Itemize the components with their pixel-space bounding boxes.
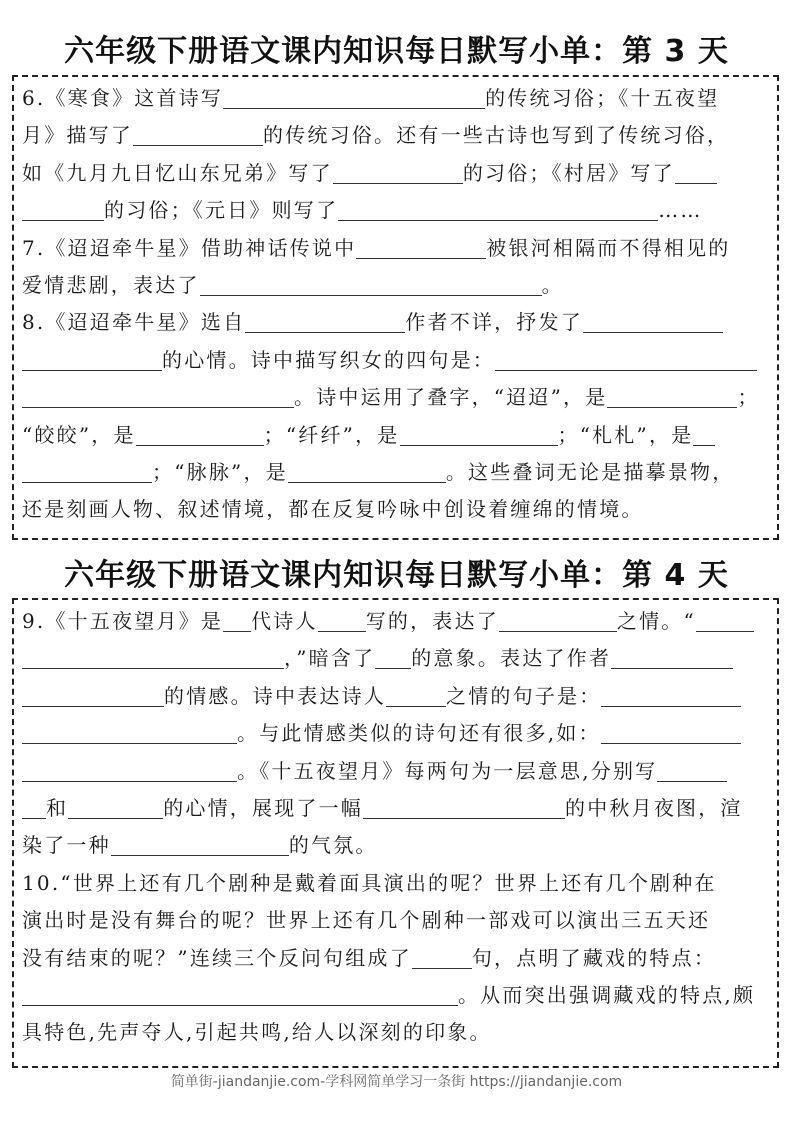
text-line: [22, 81, 769, 115]
text-segment: 写的，表达了: [365, 609, 499, 633]
text-line: [22, 492, 769, 526]
text-line: [22, 641, 769, 675]
fill-in-blank[interactable]: [601, 719, 741, 744]
text-segment: 。诗中运用了叠字，“迢迢”，是: [294, 385, 608, 410]
fill-in-blank[interactable]: [412, 944, 472, 969]
fill-in-blank[interactable]: [111, 831, 289, 856]
fill-in-blank[interactable]: [22, 644, 284, 669]
text-line: [22, 716, 769, 750]
text-segment: 7.《迢迢牵牛星》借助神话传说中: [22, 235, 357, 260]
text-line: [22, 231, 769, 265]
fill-in-blank[interactable]: [68, 794, 163, 819]
text-segment: 之情的句子是：: [446, 683, 602, 708]
text-segment: 染了一种: [22, 833, 111, 858]
fill-in-blank[interactable]: [22, 981, 458, 1006]
text-line: [22, 866, 769, 900]
fill-in-blank[interactable]: [338, 196, 658, 221]
text-segment: 。从而突出强调藏戏的特点,颇: [458, 983, 756, 1007]
day4-box: [12, 598, 779, 1068]
text-segment: 之情。“: [616, 609, 696, 633]
text-line: [22, 418, 769, 452]
text-segment: 的传统习俗。还有一些古诗也写到了传统习俗，: [263, 123, 730, 148]
day4-title: 六年级下册语文课内知识每日默写小单：第 4 天: [64, 558, 729, 593]
fill-in-blank[interactable]: [22, 794, 46, 819]
text-line: [22, 828, 769, 862]
text-segment: 8.《迢迢牵牛星》选自: [22, 310, 246, 335]
text-segment: 月》描写了: [22, 123, 133, 148]
text-segment: 和: [46, 796, 69, 820]
fill-in-blank[interactable]: [657, 757, 727, 782]
fill-in-blank[interactable]: [607, 383, 737, 408]
text-segment: 句，点明了藏戏的特点：: [471, 945, 717, 970]
text-line: [22, 455, 769, 489]
fill-in-blank[interactable]: [693, 421, 715, 446]
text-segment: 的习俗；《村居》写了: [462, 160, 675, 185]
text-segment: 6.《寒食》这首诗写: [22, 86, 224, 110]
text-line: [22, 604, 769, 638]
text-segment: ；“札札”，是: [557, 422, 694, 447]
text-segment: 的意象。表达了作者: [411, 646, 612, 671]
text-segment: 如《九月九日忆山东兄弟》写了: [22, 160, 333, 185]
text-line: [22, 1015, 769, 1049]
text-segment: 没有结束的呢？”连续三个反问句组成了: [22, 945, 412, 970]
text-segment: 被银河相隔而不得相见的: [486, 235, 731, 260]
text-segment: 。《十五夜望月》每两句为一层意思,分别写: [237, 758, 658, 783]
fill-in-blank[interactable]: [200, 271, 542, 296]
fill-in-blank[interactable]: [696, 607, 754, 632]
text-segment: “皎皎”，是: [22, 422, 136, 447]
text-segment: 9.《十五夜望月》是: [22, 609, 224, 633]
fill-in-blank[interactable]: [288, 458, 446, 483]
text-segment: 。与此情感类似的诗句还有很多,如：: [237, 721, 601, 746]
fill-in-blank[interactable]: [245, 308, 405, 333]
text-segment: ，”暗含了: [284, 646, 376, 671]
text-line: [22, 978, 769, 1012]
fill-in-blank[interactable]: [22, 346, 162, 371]
day3-title: 六年级下册语文课内知识每日默写小单：第 3 天: [64, 34, 729, 69]
fill-in-blank[interactable]: [333, 159, 463, 184]
text-segment: 的情感。诗中表达诗人: [164, 683, 386, 708]
fill-in-blank[interactable]: [136, 421, 264, 446]
text-segment: ；: [737, 385, 760, 410]
text-segment: ；“纤纤”，是: [263, 422, 400, 447]
fill-in-blank[interactable]: [22, 719, 237, 744]
fill-in-blank[interactable]: [495, 346, 757, 371]
day3-box: [12, 75, 779, 540]
text-line: [22, 903, 769, 937]
fill-in-blank[interactable]: [675, 159, 717, 184]
text-segment: ；“脉脉”，是: [152, 460, 288, 484]
fill-in-blank[interactable]: [22, 196, 104, 221]
text-line: [22, 754, 769, 788]
text-segment: 的气氛。: [288, 833, 378, 858]
text-line: [22, 679, 769, 713]
text-line: [22, 305, 769, 339]
text-segment: 。: [541, 273, 564, 297]
fill-in-blank[interactable]: [400, 421, 558, 446]
fill-in-blank[interactable]: [356, 234, 486, 259]
fill-in-blank[interactable]: [22, 458, 152, 483]
fill-in-blank[interactable]: [22, 757, 237, 782]
text-segment: ……: [658, 198, 703, 223]
text-segment: 的习俗；《元日》则写了: [104, 198, 339, 223]
text-line: [22, 268, 769, 302]
text-line: [22, 193, 769, 227]
text-segment: 演出时是没有舞台的呢？世界上还有几个剧种一部戏可以演出三五天还: [22, 908, 711, 933]
text-segment: 10.“世界上还有几个剧种是戴着面具演出的呢？世界上还有几个剧种在: [22, 870, 717, 895]
text-segment: 具特色,先声夺人,引起共鸣,给人以深刻的印象。: [22, 1020, 492, 1045]
text-segment: 的心情。诗中描写织女的四句是：: [162, 347, 495, 372]
text-line: [22, 343, 769, 377]
text-segment: 作者不详，抒发了: [405, 310, 583, 335]
text-line: [22, 118, 769, 152]
text-segment: 的中秋月夜图，渲: [565, 796, 743, 820]
text-segment: 。这些叠词无论是描摹景物，: [445, 460, 735, 484]
text-segment: 的传统习俗；《十五夜望: [485, 86, 720, 110]
fill-in-blank[interactable]: [22, 383, 294, 408]
fill-in-blank[interactable]: [223, 607, 251, 632]
text-line: [22, 791, 769, 825]
fill-in-blank[interactable]: [386, 682, 446, 707]
text-line: [22, 941, 769, 975]
fill-in-blank[interactable]: [499, 607, 617, 632]
text-line: [22, 380, 769, 414]
fill-in-blank[interactable]: [22, 682, 164, 707]
fill-in-blank[interactable]: [363, 794, 565, 819]
fill-in-blank[interactable]: [611, 644, 733, 669]
text-segment: 爱情悲剧，表达了: [22, 273, 200, 297]
text-segment: 的心情，展现了一幅: [163, 796, 364, 820]
fill-in-blank[interactable]: [601, 682, 741, 707]
fill-in-blank[interactable]: [223, 84, 485, 109]
footer-watermark: 简单街-jiandanjie.com-学科网简单学习一条街 https://jiandanjie.com: [170, 1074, 623, 1090]
text-segment: 还是刻画人物、叙述情境，都在反复吟咏中创设着缠绵的情境。: [22, 497, 644, 522]
fill-in-blank[interactable]: [133, 121, 263, 146]
text-line: [22, 156, 769, 190]
fill-in-blank[interactable]: [583, 308, 723, 333]
text-segment: 代诗人: [251, 609, 318, 633]
fill-in-blank[interactable]: [318, 607, 366, 632]
fill-in-blank[interactable]: [375, 644, 411, 669]
